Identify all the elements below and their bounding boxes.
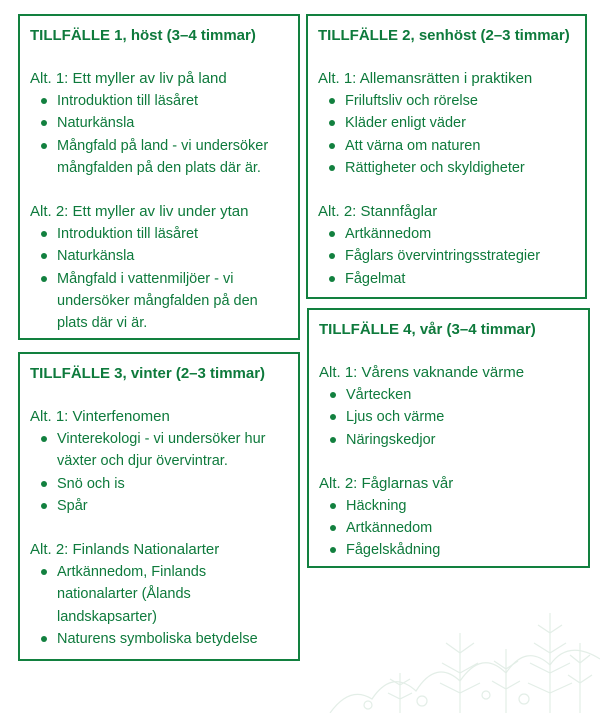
card-title: TILLFÄLLE 4, vår (3–4 timmar) (319, 321, 536, 338)
list-item: Vinterekologi - vi undersöker hur växter och djur övervintrar. (30, 428, 288, 473)
alt-list (319, 384, 578, 451)
foliage-illustration-icon (310, 573, 600, 713)
alt-list (318, 90, 575, 179)
list-item: Introduktion till läsåret (30, 223, 288, 245)
alt-section (318, 68, 575, 179)
alt-section (319, 473, 578, 562)
alt-list (30, 90, 288, 179)
alt-section (319, 362, 578, 451)
alt-heading: Alt. 2: Stannfåglar (318, 203, 438, 221)
card-title: TILLFÄLLE 2, senhöst (2–3 timmar) (318, 27, 570, 44)
list-item: Snö och is (30, 473, 288, 495)
list-item: Näringskedjor (319, 429, 578, 451)
list-item: Ljus och värme (319, 406, 578, 428)
alt-heading: Alt. 1: Ett myller av liv på land (30, 70, 227, 87)
alt-heading: Alt. 2: Fåglarnas vår (319, 474, 454, 492)
list-item: Rättigheter och skyldigheter (318, 157, 575, 179)
list-item: Kläder enligt väder (318, 112, 575, 134)
list-item: Fågelmat (318, 268, 575, 290)
card-tillfalle-4 (307, 308, 590, 568)
card-title: TILLFÄLLE 3, vinter (2–3 timmar) (30, 365, 266, 382)
alt-heading: Alt. 1: Allemansrätten i praktiken (318, 70, 533, 87)
list-item: Artkännedom, Finlands nationalarter (Ålands landskapsarter) (30, 561, 288, 628)
alt-section (30, 406, 288, 517)
list-item: Artkännedom (318, 223, 575, 245)
alt-list (319, 495, 578, 562)
card-tillfalle-2 (306, 14, 587, 299)
alt-heading: Alt. 2: Ett myller av liv under ytan (30, 203, 249, 221)
list-item: Fåglars övervintringsstrategier (318, 245, 575, 267)
list-item: Mångfald på land - vi undersöker mångfalden på den plats där är. (30, 135, 288, 180)
alt-heading: Alt. 1: Vårens vaknande värme (319, 364, 525, 381)
list-item: Artkännedom (319, 517, 578, 539)
list-item: Vårtecken (319, 384, 578, 406)
list-item: Spår (30, 495, 288, 517)
alt-section (30, 201, 288, 334)
list-item: Friluftsliv och rörelse (318, 90, 575, 112)
alt-heading: Alt. 1: Vinterfenomen (30, 408, 170, 425)
card-title: TILLFÄLLE 1, höst (3–4 timmar) (30, 27, 256, 44)
alt-heading: Alt. 2: Finlands Nationalarter (30, 541, 220, 559)
list-item: Introduktion till läsåret (30, 90, 288, 112)
alt-section (30, 539, 288, 650)
alt-list (30, 428, 288, 517)
list-item: Fågelskådning (319, 539, 578, 561)
alt-list (318, 223, 575, 290)
list-item: Naturkänsla (30, 245, 288, 267)
card-tillfalle-3 (18, 352, 300, 661)
list-item: Mångfald i vattenmiljöer - vi undersöker mångfalden på den plats där vi är. (30, 268, 288, 335)
alt-list (30, 561, 288, 650)
alt-section (30, 68, 288, 179)
list-item: Naturens symboliska betydelse (30, 628, 288, 650)
alt-section (318, 201, 575, 290)
list-item: Häckning (319, 495, 578, 517)
alt-list (30, 223, 288, 334)
list-item: Att värna om naturen (318, 135, 575, 157)
list-item: Naturkänsla (30, 112, 288, 134)
card-tillfalle-1 (18, 14, 300, 340)
